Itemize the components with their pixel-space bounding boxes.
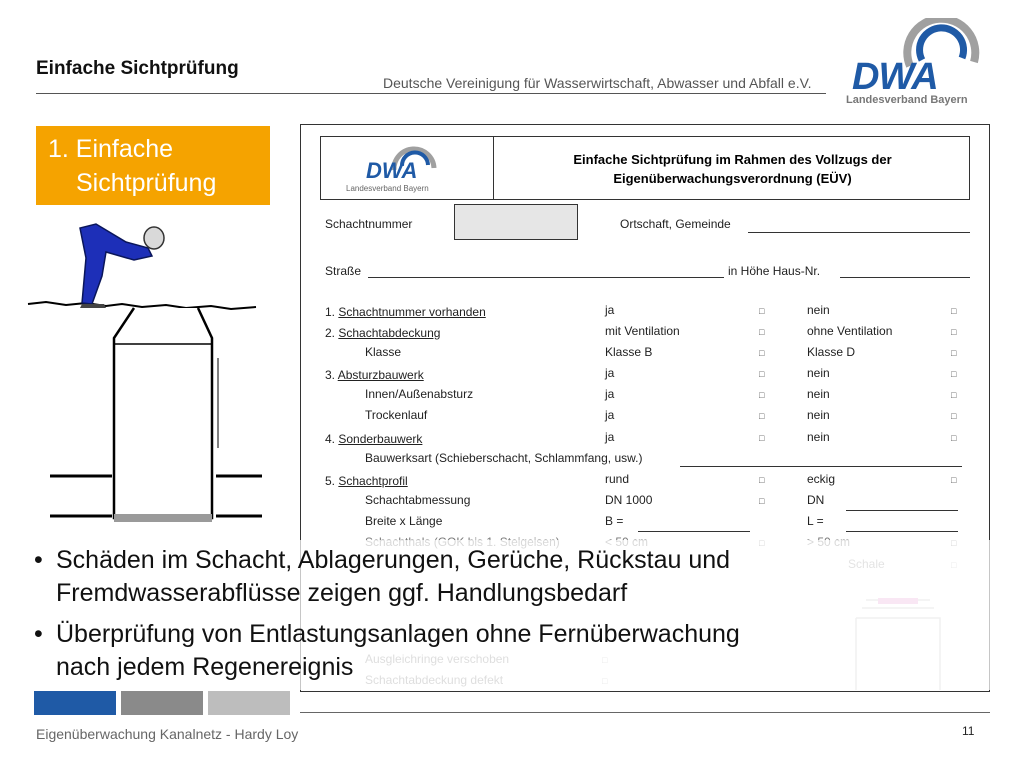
bullet-line: nach jedem Regenereignis bbox=[56, 653, 354, 681]
row-option-2: ohne Ventilation bbox=[807, 324, 893, 338]
footer-text: Eigenüberwachung Kanalnetz - Hardy Loy bbox=[36, 726, 299, 742]
row-option-2: L = bbox=[807, 514, 824, 528]
bullet-item: • Überprüfung von Entlastungsanlagen ohne Fernüberwachung nach jedem Regenereignis bbox=[30, 618, 890, 684]
form-title-line2: Eigenüberwachungsverordnung (EÜV) bbox=[613, 171, 852, 186]
row-option-1: Klasse B bbox=[605, 345, 653, 359]
slide-title: Einfache Sichtprüfung bbox=[36, 58, 239, 79]
footer-bar-blue bbox=[34, 691, 116, 715]
checkbox[interactable]: □ bbox=[759, 306, 765, 316]
row-option-2: nein bbox=[807, 387, 830, 401]
schachtnummer-label: Schachtnummer bbox=[325, 217, 413, 231]
row-option-2: nein bbox=[807, 408, 830, 422]
row-option-2: nein bbox=[807, 303, 830, 317]
checkbox[interactable]: □ bbox=[759, 433, 765, 443]
form-row: 5. Schachtprofil bbox=[325, 474, 408, 488]
strasse-field[interactable] bbox=[368, 277, 724, 278]
form-row: Bauwerksart (Schieberschacht, Schlammfang, usw.) bbox=[365, 451, 643, 465]
row-option-1: B = bbox=[605, 514, 624, 528]
row-option-1: rund bbox=[605, 472, 630, 486]
form-row: Klasse bbox=[365, 345, 402, 359]
bullet-list bbox=[30, 544, 890, 692]
checkbox[interactable]: □ bbox=[951, 306, 957, 316]
man-shoes bbox=[80, 304, 106, 308]
manhole-shaft bbox=[114, 308, 212, 518]
row-option-2: eckig bbox=[807, 472, 836, 486]
form-row: 3. Absturzbauwerk bbox=[325, 368, 424, 382]
bullet-item: • Schäden im Schacht, Ablagerungen, Gerüche, Rückstau und Fremdwasserabflüsse zeigen ggf. Handlungsbedarf bbox=[30, 544, 890, 610]
row-option-1: ja bbox=[605, 430, 615, 444]
footer-divider bbox=[300, 712, 990, 713]
ortschaft-field[interactable] bbox=[748, 232, 970, 233]
dwa-logo bbox=[840, 18, 985, 110]
checkbox[interactable]: □ bbox=[759, 496, 765, 506]
checkbox[interactable]: □ bbox=[951, 433, 957, 443]
bullet-line: Überprüfung von Entlastungsanlagen ohne Fernüberwachung bbox=[56, 620, 740, 648]
checkbox[interactable]: □ bbox=[759, 390, 765, 400]
logo-wordmark: DWA bbox=[852, 56, 938, 98]
shaft-bottom bbox=[114, 514, 212, 522]
organization-name: Deutsche Vereinigung für Wasserwirtschaft, Abwasser und Abfall e.V. bbox=[383, 75, 812, 91]
row-option-2: DN bbox=[807, 493, 825, 507]
ortschaft-label: Ortschaft, Gemeinde bbox=[620, 217, 731, 231]
checkbox[interactable]: □ bbox=[759, 348, 765, 358]
checkbox[interactable]: □ bbox=[759, 369, 765, 379]
footer-bar-lightgray bbox=[208, 691, 290, 715]
checkbox[interactable]: □ bbox=[951, 369, 957, 379]
header-divider bbox=[36, 93, 826, 94]
checkbox[interactable]: □ bbox=[951, 411, 957, 421]
hausnr-label: in Höhe Haus-Nr. bbox=[728, 264, 821, 278]
ground-line bbox=[28, 302, 256, 309]
section-label-line2: Sichtprüfung bbox=[76, 169, 217, 197]
form-row: Schachtabmessung bbox=[365, 493, 471, 507]
bauwerksart-field[interactable] bbox=[680, 466, 962, 467]
strasse-label: Straße bbox=[325, 264, 362, 278]
man-head bbox=[144, 227, 164, 249]
checkbox[interactable]: □ bbox=[759, 475, 765, 485]
manhole-inspection-illustration bbox=[26, 218, 276, 528]
form-title bbox=[500, 150, 965, 188]
footer-bar-gray bbox=[121, 691, 203, 715]
checkbox[interactable]: □ bbox=[951, 327, 957, 337]
form-row: 1. Schachtnummer vorhanden bbox=[325, 305, 486, 319]
checkbox[interactable]: □ bbox=[759, 411, 765, 421]
man-figure bbox=[80, 224, 152, 304]
dn-field[interactable] bbox=[846, 510, 958, 511]
form-title-line1: Einfache Sichtprüfung im Rahmen des Vollzugs der bbox=[573, 152, 892, 167]
form-row: Innen/Außenabsturz bbox=[365, 387, 474, 401]
row-option-2: nein bbox=[807, 430, 830, 444]
form-logo-wordmark: DWA bbox=[366, 158, 418, 183]
section-label-line1: 1. Einfache bbox=[48, 135, 174, 163]
row-option-1: ja bbox=[605, 366, 615, 380]
form-row: 4. Sonderbauwerk bbox=[325, 432, 423, 446]
schachtnummer-field[interactable] bbox=[454, 204, 578, 240]
checkbox[interactable]: □ bbox=[951, 348, 957, 358]
checkbox[interactable]: □ bbox=[951, 390, 957, 400]
checkbox[interactable]: □ bbox=[759, 327, 765, 337]
row-option-1: ja bbox=[605, 408, 615, 422]
laenge-field[interactable] bbox=[846, 531, 958, 532]
row-option-2: nein bbox=[807, 366, 830, 380]
form-dwa-logo bbox=[330, 140, 480, 196]
row-option-1: ja bbox=[605, 387, 615, 401]
checkbox[interactable]: □ bbox=[951, 475, 957, 485]
form-row: Trockenlauf bbox=[365, 408, 428, 422]
section-label-box bbox=[36, 126, 270, 205]
bullet-line: Fremdwasserabflüsse zeigen ggf. Handlungsbedarf bbox=[56, 579, 628, 607]
row-option-2: Klasse D bbox=[807, 345, 856, 359]
row-option-1: DN 1000 bbox=[605, 493, 653, 507]
page-number: 11 bbox=[962, 724, 975, 738]
form-logo-subtitle: Landesverband Bayern bbox=[346, 184, 429, 193]
row-option-1: mit Ventilation bbox=[605, 324, 680, 338]
form-row: Breite x Länge bbox=[365, 514, 443, 528]
bullet-line: Schäden im Schacht, Ablagerungen, Gerüche, Rückstau und bbox=[56, 546, 731, 574]
row-option-1: ja bbox=[605, 303, 615, 317]
logo-subtitle: Landesverband Bayern bbox=[846, 94, 968, 106]
form-row: 2. Schachtabdeckung bbox=[325, 326, 441, 340]
breite-field[interactable] bbox=[638, 531, 750, 532]
hausnr-field[interactable] bbox=[840, 277, 970, 278]
